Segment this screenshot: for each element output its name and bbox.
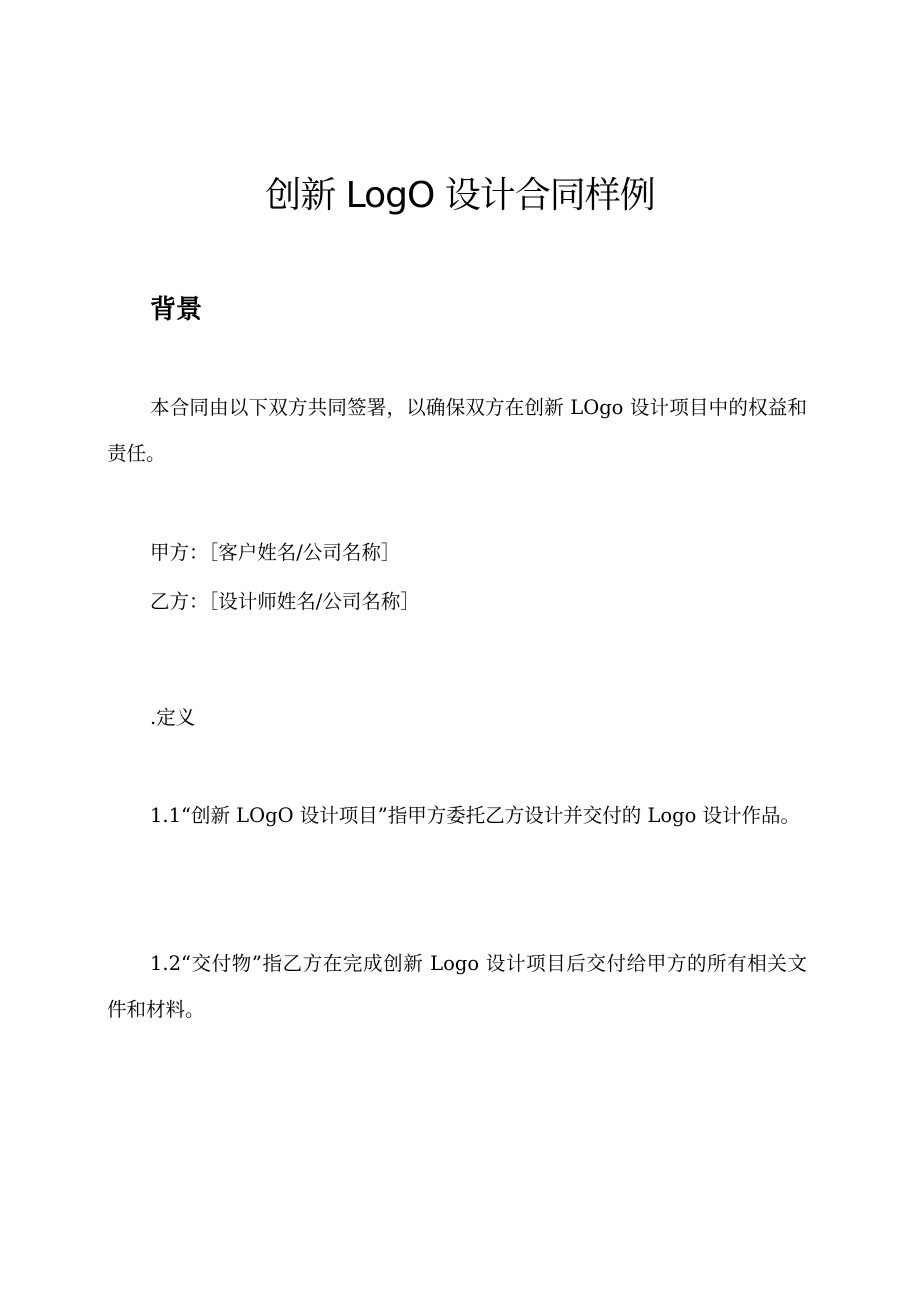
- clause-1-1: 1.1“创新 LOgO 设计项目”指甲方委托乙方设计并交付的 Logo 设计作品。: [150, 804, 801, 827]
- party-b-line: 乙方：［设计师姓名/公司名称］: [150, 590, 420, 613]
- intro-paragraph: 本合同由以下双方共同签署，以确保双方在创新 LOgo 设计项目中的权益和责任。: [107, 396, 807, 465]
- party-a-line: 甲方：［客户姓名/公司名称］: [150, 541, 401, 564]
- document-title: 创新 LogO 设计合同样例: [265, 175, 655, 216]
- section-heading-background: 背景: [150, 295, 203, 325]
- section-heading-definitions: .定义: [150, 706, 196, 729]
- clause-1-2: 1.2“交付物”指乙方在完成创新 Logo 设计项目后交付给甲方的所有相关文件和材料。: [107, 952, 807, 1021]
